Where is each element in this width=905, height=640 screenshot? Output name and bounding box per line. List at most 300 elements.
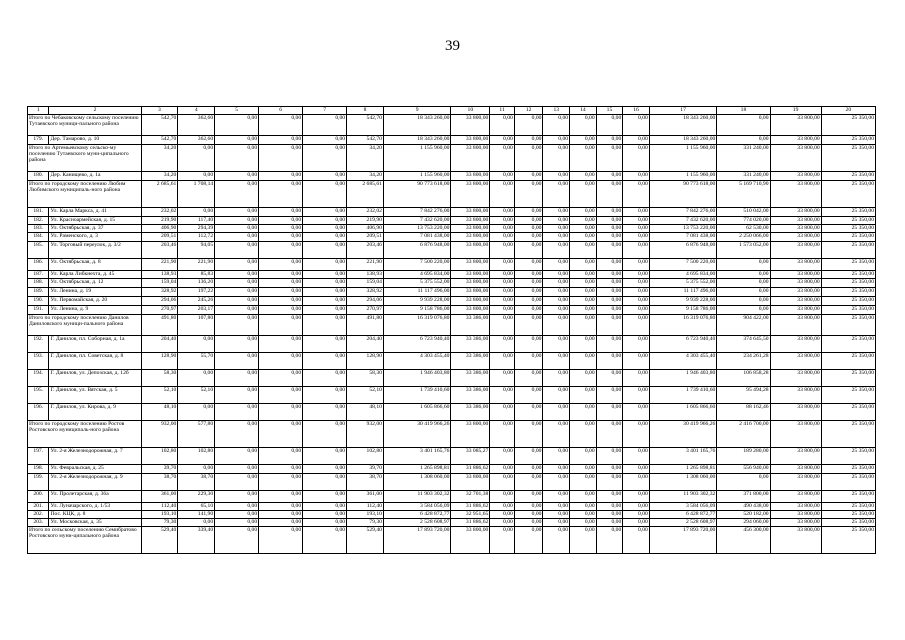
- value-cell: 17 893 720,00: [649, 527, 717, 554]
- value-cell: 0,00: [259, 297, 303, 306]
- value-cell: 25 350,00: [821, 259, 875, 271]
- value-cell: 0,00: [570, 387, 597, 404]
- value-cell: 1 708,14: [178, 181, 215, 208]
- value-cell: 0,00: [623, 421, 650, 448]
- subtotal-label: Итого по городскому поселению Данилов Даниловского муници-пального района: [28, 315, 142, 336]
- value-cell: 0,00: [570, 519, 597, 527]
- value-cell: 0,00: [514, 387, 543, 404]
- value-cell: 0,00: [259, 353, 303, 370]
- value-cell: 0,00: [215, 271, 259, 279]
- value-cell: 0,00: [215, 145, 259, 172]
- table-row: [28, 491, 876, 503]
- value-cell: 33 800,00: [451, 233, 490, 242]
- value-cell: 234 261,28: [717, 353, 770, 370]
- value-cell: 0,00: [490, 115, 515, 136]
- value-cell: 1 605 866,60: [383, 404, 451, 421]
- value-cell: 0,00: [570, 181, 597, 208]
- value-cell: 0,00: [596, 404, 623, 421]
- value-cell: 328,92: [141, 288, 178, 297]
- value-cell: 33 800,00: [770, 370, 821, 387]
- value-cell: 510 042,00: [717, 208, 770, 217]
- value-cell: 0,00: [259, 172, 303, 181]
- address-cell: Ул. 2-я Железнодорожная, д. 9: [49, 474, 141, 491]
- table-row: [28, 259, 876, 271]
- value-cell: 0,00: [178, 465, 215, 474]
- value-cell: 0,00: [514, 271, 543, 279]
- address-cell: Ул. Московская, д. 35: [49, 519, 141, 527]
- value-cell: 102,80: [141, 448, 178, 465]
- value-cell: 25 350,00: [821, 503, 875, 511]
- value-cell: 0,00: [623, 404, 650, 421]
- value-cell: 0,00: [490, 279, 515, 288]
- value-cell: 33 800,00: [451, 279, 490, 288]
- value-cell: 33 800,00: [770, 233, 821, 242]
- value-cell: 0,00: [215, 336, 259, 353]
- value-cell: 102,80: [347, 448, 384, 465]
- value-cell: 4 695 834,00: [649, 271, 717, 279]
- value-cell: 556 940,00: [717, 465, 770, 474]
- value-cell: 0,00: [596, 217, 623, 225]
- value-cell: 0,00: [623, 465, 650, 474]
- value-cell: 0,00: [596, 145, 623, 172]
- value-cell: 0,00: [570, 271, 597, 279]
- row-number: 182.: [28, 217, 49, 225]
- table-row: [28, 353, 876, 370]
- value-cell: 6 428 872,77: [649, 511, 717, 519]
- address-cell: Г. Данилов, ул. Кирова, д. 9: [49, 404, 141, 421]
- value-cell: 0,00: [570, 115, 597, 136]
- value-cell: 25 350,00: [821, 208, 875, 217]
- value-cell: 33 386,00: [451, 353, 490, 370]
- value-cell: 232,02: [141, 208, 178, 217]
- value-cell: 0,00: [596, 242, 623, 259]
- value-cell: 25 350,00: [821, 306, 875, 315]
- value-cell: 0,00: [543, 297, 570, 306]
- value-cell: 0,00: [623, 279, 650, 288]
- value-cell: 0,00: [623, 474, 650, 491]
- value-cell: 0,00: [490, 511, 515, 519]
- value-cell: 0,00: [303, 519, 347, 527]
- value-cell: 904 422,00: [717, 315, 770, 336]
- value-cell: 0,00: [514, 136, 543, 145]
- row-number: 191.: [28, 306, 49, 315]
- value-cell: 7 500 220,00: [383, 259, 451, 271]
- value-cell: 0,00: [543, 217, 570, 225]
- value-cell: 33 386,00: [451, 404, 490, 421]
- value-cell: 0,00: [543, 353, 570, 370]
- value-cell: 25 350,00: [821, 297, 875, 306]
- value-cell: 25 350,00: [821, 217, 875, 225]
- value-cell: 0,00: [570, 370, 597, 387]
- table-row: [28, 242, 876, 259]
- table-row: [28, 465, 876, 474]
- value-cell: 0,00: [178, 336, 215, 353]
- value-cell: 52,10: [141, 387, 178, 404]
- value-cell: 331 240,00: [717, 172, 770, 181]
- value-cell: 0,00: [514, 279, 543, 288]
- value-cell: 0,00: [490, 527, 515, 554]
- value-cell: 0,00: [596, 491, 623, 503]
- value-cell: 33 800,00: [770, 279, 821, 288]
- value-cell: 0,00: [303, 297, 347, 306]
- value-cell: 0,00: [543, 208, 570, 217]
- value-cell: 0,00: [514, 527, 543, 554]
- value-cell: 209,51: [347, 233, 384, 242]
- value-cell: 4 303 455,40: [649, 353, 717, 370]
- value-cell: 0,00: [623, 511, 650, 519]
- row-number: 196.: [28, 404, 49, 421]
- value-cell: 33 800,00: [770, 145, 821, 172]
- value-cell: 0,00: [623, 136, 650, 145]
- value-cell: 33 800,00: [770, 181, 821, 208]
- value-cell: 0,00: [303, 353, 347, 370]
- value-cell: 0,00: [543, 115, 570, 136]
- value-cell: 0,00: [623, 225, 650, 233]
- value-cell: 0,00: [215, 387, 259, 404]
- table-row: [28, 288, 876, 297]
- row-number: 197.: [28, 448, 49, 465]
- column-number-cell: 1: [28, 107, 49, 115]
- value-cell: 0,00: [514, 145, 543, 172]
- value-cell: 3 584 056,09: [383, 503, 451, 511]
- value-cell: 0,00: [514, 448, 543, 465]
- column-number-cell: 9: [383, 107, 451, 115]
- value-cell: 0,00: [303, 145, 347, 172]
- value-cell: 0,00: [259, 421, 303, 448]
- value-cell: 0,00: [543, 387, 570, 404]
- table-row: [28, 503, 876, 511]
- value-cell: 25 350,00: [821, 233, 875, 242]
- value-cell: 774 020,00: [717, 217, 770, 225]
- address-cell: Ул. Луначарского, д. 1/53: [49, 503, 141, 511]
- value-cell: 5 169 710,90: [717, 181, 770, 208]
- value-cell: 0,00: [259, 181, 303, 208]
- value-cell: 197,22: [178, 288, 215, 297]
- value-cell: 529,40: [347, 527, 384, 554]
- value-cell: 542,70: [141, 136, 178, 145]
- value-cell: 0,00: [514, 421, 543, 448]
- subtotal-label: Итого по Чебаковскому сельскому поселению Тутаевского муници-пального района: [28, 115, 142, 136]
- value-cell: 0,00: [596, 387, 623, 404]
- value-cell: 0,00: [543, 519, 570, 527]
- value-cell: 0,00: [514, 474, 543, 491]
- value-cell: 52,10: [178, 387, 215, 404]
- value-cell: 0,00: [215, 181, 259, 208]
- value-cell: 0,00: [570, 448, 597, 465]
- value-cell: 0,00: [514, 336, 543, 353]
- value-cell: 0,00: [514, 217, 543, 225]
- value-cell: 0,00: [259, 233, 303, 242]
- value-cell: 0,00: [490, 306, 515, 315]
- value-cell: 33 800,00: [770, 242, 821, 259]
- register-table: [27, 106, 876, 554]
- value-cell: 33 800,00: [451, 271, 490, 279]
- value-cell: 25 350,00: [821, 448, 875, 465]
- value-cell: 25 350,00: [821, 421, 875, 448]
- value-cell: 0,00: [490, 315, 515, 336]
- value-cell: 13 753 220,00: [649, 225, 717, 233]
- value-cell: 39,70: [347, 465, 384, 474]
- value-cell: 0,00: [596, 511, 623, 519]
- value-cell: 159,04: [141, 279, 178, 288]
- value-cell: 6 876 948,00: [649, 242, 717, 259]
- table-row: [28, 474, 876, 491]
- value-cell: 25 350,00: [821, 145, 875, 172]
- value-cell: 33 800,00: [770, 511, 821, 519]
- value-cell: 33 800,00: [451, 421, 490, 448]
- value-cell: 0,00: [543, 181, 570, 208]
- value-cell: 33 800,00: [770, 306, 821, 315]
- value-cell: 0,00: [570, 315, 597, 336]
- table-row: [28, 297, 876, 306]
- column-number-cell: 11: [490, 107, 515, 115]
- row-number: 203.: [28, 519, 49, 527]
- value-cell: 0,00: [514, 208, 543, 217]
- value-cell: 0,00: [259, 136, 303, 145]
- value-cell: 33 085,27: [451, 448, 490, 465]
- value-cell: 0,00: [623, 336, 650, 353]
- value-cell: 0,00: [623, 519, 650, 527]
- value-cell: 33 800,00: [770, 297, 821, 306]
- value-cell: 0,00: [490, 519, 515, 527]
- value-cell: 0,00: [215, 315, 259, 336]
- value-cell: 128,90: [141, 353, 178, 370]
- value-cell: 0,00: [543, 271, 570, 279]
- value-cell: 932,00: [141, 421, 178, 448]
- value-cell: 0,00: [596, 474, 623, 491]
- value-cell: 0,00: [543, 448, 570, 465]
- value-cell: 331 240,00: [717, 145, 770, 172]
- value-cell: 0,00: [215, 288, 259, 297]
- value-cell: 0,00: [178, 208, 215, 217]
- address-cell: Ул. Октябрьская, д. 12: [49, 279, 141, 288]
- value-cell: 33 800,00: [451, 259, 490, 271]
- value-cell: 0,00: [303, 242, 347, 259]
- value-cell: 0,00: [303, 503, 347, 511]
- value-cell: 0,00: [215, 115, 259, 136]
- value-cell: 0,00: [215, 519, 259, 527]
- value-cell: 1 155 960,00: [649, 145, 717, 172]
- column-number-cell: 6: [259, 107, 303, 115]
- value-cell: 0,00: [178, 519, 215, 527]
- value-cell: 33 800,00: [451, 145, 490, 172]
- value-cell: 31 886,62: [451, 503, 490, 511]
- value-cell: 362,60: [178, 115, 215, 136]
- value-cell: 1 573 052,00: [717, 242, 770, 259]
- value-cell: 0,00: [570, 474, 597, 491]
- value-cell: 0,00: [303, 181, 347, 208]
- value-cell: 33 800,00: [770, 465, 821, 474]
- value-cell: 0,00: [543, 225, 570, 233]
- value-cell: 94,05: [178, 242, 215, 259]
- value-cell: 0,00: [259, 404, 303, 421]
- value-cell: 0,00: [215, 527, 259, 554]
- value-cell: 107,80: [178, 315, 215, 336]
- value-cell: 31 886,62: [451, 465, 490, 474]
- value-cell: 88 162,46: [717, 404, 770, 421]
- table-row: [28, 370, 876, 387]
- value-cell: 0,00: [623, 208, 650, 217]
- value-cell: 5 375 552,00: [383, 279, 451, 288]
- value-cell: 0,00: [596, 288, 623, 297]
- value-cell: 0,00: [215, 217, 259, 225]
- column-number-cell: 7: [303, 107, 347, 115]
- value-cell: 11 117 496,00: [383, 288, 451, 297]
- value-cell: 204,40: [141, 336, 178, 353]
- value-cell: 1 739 410,60: [649, 387, 717, 404]
- value-cell: 0,00: [623, 259, 650, 271]
- value-cell: 0,00: [490, 448, 515, 465]
- value-cell: 209,51: [141, 233, 178, 242]
- value-cell: 33 800,00: [770, 115, 821, 136]
- value-cell: 33 800,00: [770, 225, 821, 233]
- value-cell: 406,90: [141, 225, 178, 233]
- column-number-cell: 20: [821, 107, 875, 115]
- value-cell: 0,00: [259, 474, 303, 491]
- address-cell: Дер. Канищево, д. 1а: [49, 172, 141, 181]
- value-cell: 33 386,00: [451, 387, 490, 404]
- value-cell: 0,00: [570, 233, 597, 242]
- value-cell: 0,00: [543, 404, 570, 421]
- value-cell: 38,70: [178, 474, 215, 491]
- value-cell: 25 350,00: [821, 387, 875, 404]
- value-cell: 0,00: [717, 271, 770, 279]
- value-cell: 0,00: [215, 370, 259, 387]
- value-cell: 374 645,50: [717, 336, 770, 353]
- value-cell: 0,00: [623, 172, 650, 181]
- address-cell: Ул. 2-я Железнодорожная, д. 7: [49, 448, 141, 465]
- value-cell: 0,00: [490, 288, 515, 297]
- value-cell: 0,00: [259, 370, 303, 387]
- value-cell: 0,00: [490, 225, 515, 233]
- value-cell: 0,00: [514, 233, 543, 242]
- value-cell: 141,90: [178, 511, 215, 519]
- value-cell: 1 946 403,80: [383, 370, 451, 387]
- row-number: 200.: [28, 491, 49, 503]
- value-cell: 0,00: [717, 306, 770, 315]
- value-cell: 2 685,61: [141, 181, 178, 208]
- value-cell: 0,00: [623, 297, 650, 306]
- address-cell: Ул. Первомайская, д. 20: [49, 297, 141, 306]
- subtotal-label: Итого по городскому поселению Любим Любимского муниципаль-ного района: [28, 181, 142, 208]
- value-cell: 79,30: [347, 519, 384, 527]
- value-cell: 52,10: [347, 387, 384, 404]
- value-cell: 0,00: [490, 136, 515, 145]
- value-cell: 0,00: [596, 315, 623, 336]
- value-cell: 5 375 552,00: [649, 279, 717, 288]
- value-cell: 33 386,00: [451, 370, 490, 387]
- value-cell: 2 416 700,00: [717, 421, 770, 448]
- value-cell: 0,00: [514, 181, 543, 208]
- value-cell: 542,70: [347, 115, 384, 136]
- value-cell: 0,00: [514, 465, 543, 474]
- value-cell: 0,00: [303, 208, 347, 217]
- value-cell: 0,00: [215, 404, 259, 421]
- address-cell: Ул. Раменского, д. 3: [49, 233, 141, 242]
- value-cell: 221,90: [178, 259, 215, 271]
- value-cell: 1 739 410,60: [383, 387, 451, 404]
- value-cell: 0,00: [490, 145, 515, 172]
- value-cell: 232,02: [347, 208, 384, 217]
- value-cell: 0,00: [543, 172, 570, 181]
- row-number: 180.: [28, 172, 49, 181]
- value-cell: 0,00: [570, 225, 597, 233]
- value-cell: 0,00: [514, 172, 543, 181]
- value-cell: 0,00: [596, 421, 623, 448]
- value-cell: 0,00: [303, 172, 347, 181]
- value-cell: 25 350,00: [821, 279, 875, 288]
- value-cell: 371 800,00: [717, 491, 770, 503]
- value-cell: 33 800,00: [770, 136, 821, 145]
- value-cell: 0,00: [259, 491, 303, 503]
- value-cell: 0,00: [514, 404, 543, 421]
- value-cell: 221,90: [141, 259, 178, 271]
- row-number: 199.: [28, 474, 49, 491]
- value-cell: 102,80: [178, 448, 215, 465]
- value-cell: 0,00: [596, 136, 623, 145]
- value-cell: 490 438,00: [717, 503, 770, 511]
- row-number: 185.: [28, 242, 49, 259]
- value-cell: 33 386,00: [451, 315, 490, 336]
- value-cell: 0,00: [259, 279, 303, 288]
- value-cell: 0,00: [514, 297, 543, 306]
- value-cell: 33 800,00: [770, 474, 821, 491]
- value-cell: 2 528 608,97: [649, 519, 717, 527]
- value-cell: 0,00: [303, 115, 347, 136]
- value-cell: 0,00: [490, 242, 515, 259]
- value-cell: 0,00: [570, 259, 597, 271]
- value-cell: 25 350,00: [821, 511, 875, 519]
- value-cell: 491,80: [347, 315, 384, 336]
- value-cell: 204,40: [347, 336, 384, 353]
- value-cell: 33 800,00: [451, 242, 490, 259]
- column-number-cell: 4: [178, 107, 215, 115]
- value-cell: 0,00: [259, 519, 303, 527]
- value-cell: 0,00: [259, 271, 303, 279]
- value-cell: 0,00: [490, 336, 515, 353]
- value-cell: 0,00: [623, 181, 650, 208]
- row-number: 193.: [28, 353, 49, 370]
- value-cell: 0,00: [303, 404, 347, 421]
- value-cell: 0,00: [543, 242, 570, 259]
- value-cell: 0,00: [178, 172, 215, 181]
- value-cell: 1 308 060,00: [383, 474, 451, 491]
- value-cell: 30 419 966,26: [649, 421, 717, 448]
- row-number: 179.: [28, 136, 49, 145]
- value-cell: 0,00: [623, 315, 650, 336]
- value-cell: 2 250 066,00: [717, 233, 770, 242]
- value-cell: 55,70: [178, 353, 215, 370]
- value-cell: 0,00: [215, 306, 259, 315]
- value-cell: 0,00: [259, 242, 303, 259]
- value-cell: 0,00: [623, 503, 650, 511]
- value-cell: 0,00: [178, 145, 215, 172]
- value-cell: 193,10: [347, 511, 384, 519]
- value-cell: 0,00: [570, 208, 597, 217]
- value-cell: 4 303 455,40: [383, 353, 451, 370]
- address-cell: Ул. Пролетарская, д. 36а: [49, 491, 141, 503]
- value-cell: 270,97: [347, 306, 384, 315]
- value-cell: 0,00: [570, 404, 597, 421]
- subtotal-row: [28, 115, 876, 136]
- value-cell: 361,00: [141, 491, 178, 503]
- row-number: 187.: [28, 271, 49, 279]
- value-cell: 0,00: [543, 145, 570, 172]
- value-cell: 6 723 940,40: [383, 336, 451, 353]
- value-cell: 0,00: [490, 217, 515, 225]
- value-cell: 294 060,00: [717, 519, 770, 527]
- value-cell: 0,00: [259, 448, 303, 465]
